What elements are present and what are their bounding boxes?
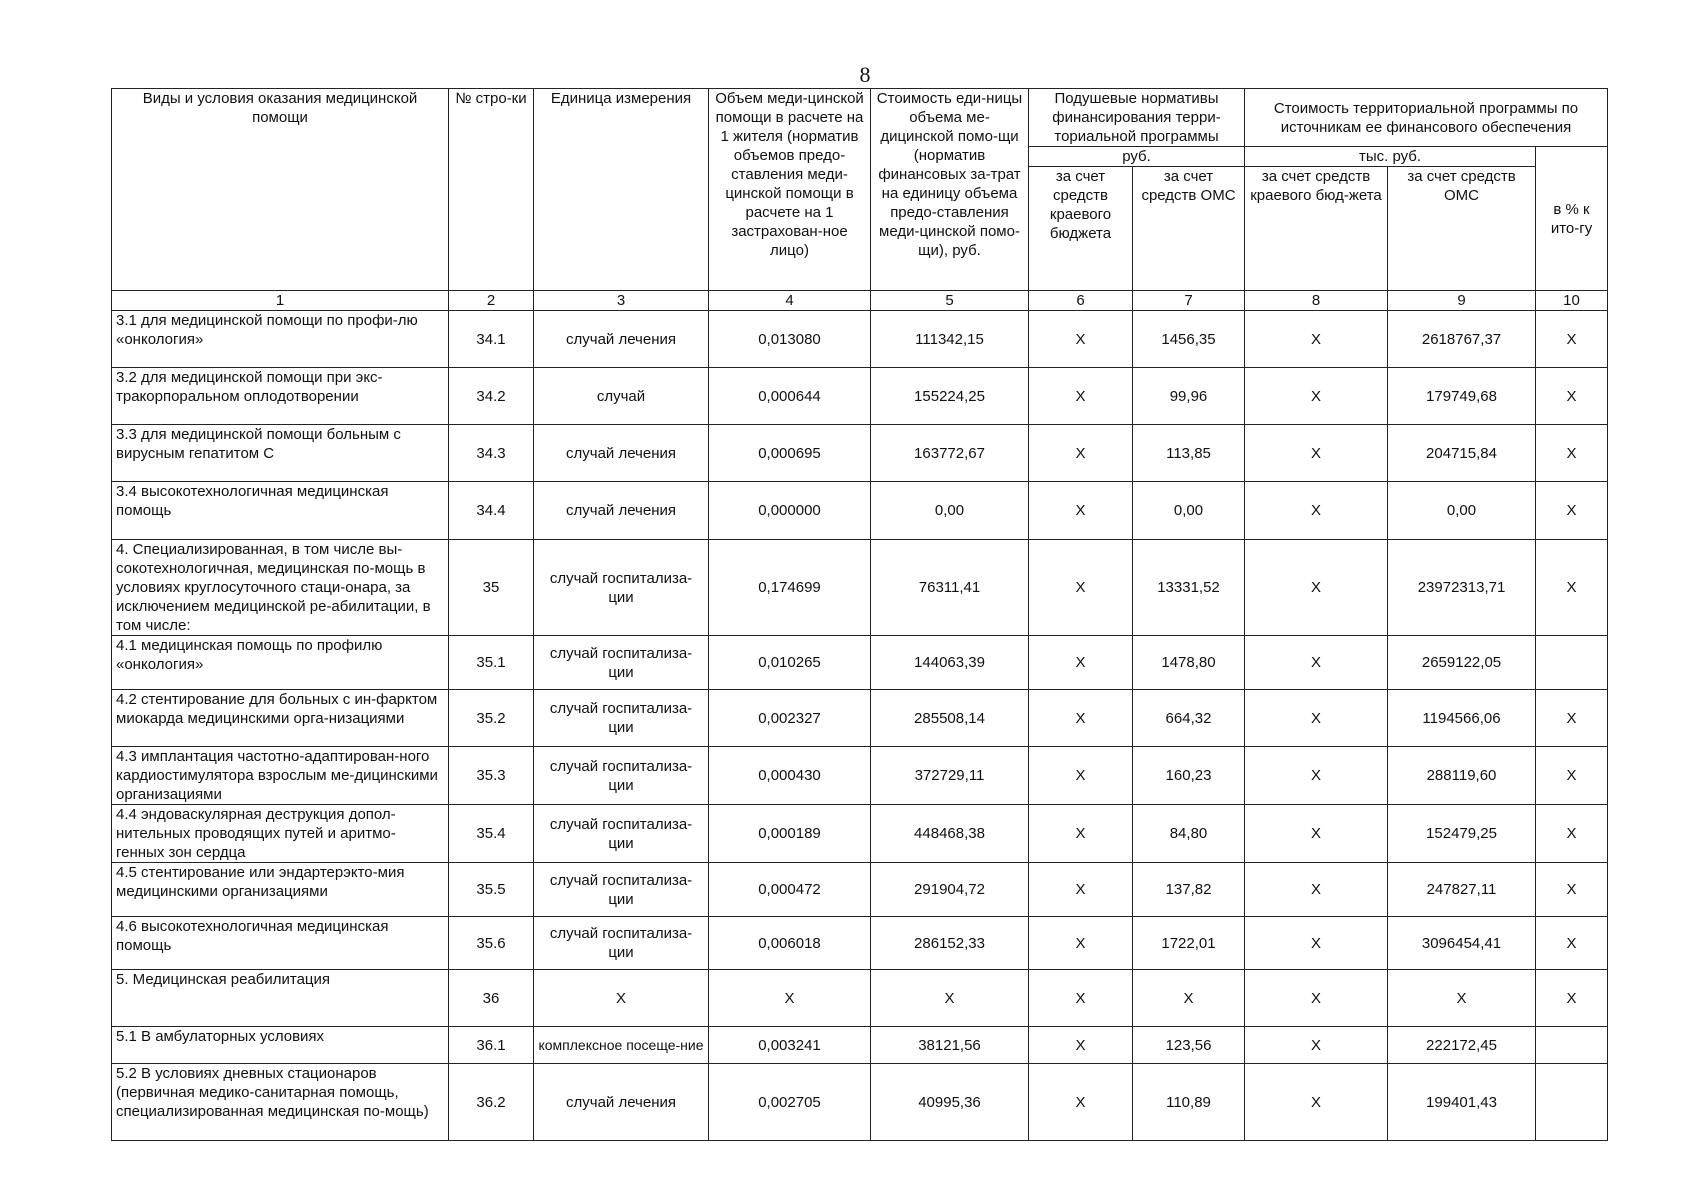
row-percent xyxy=(1536,1027,1608,1064)
row-oms-thousand: 152479,25 xyxy=(1388,805,1536,863)
row-line-number: 36 xyxy=(449,970,534,1027)
row-oms-rub: 664,32 xyxy=(1133,690,1245,747)
table-row xyxy=(112,805,1608,863)
row-regional-rub: X xyxy=(1029,690,1133,747)
row-volume: 0,006018 xyxy=(709,917,871,970)
row-oms-thousand: 2659122,05 xyxy=(1388,636,1536,690)
row-regional-thousand: X xyxy=(1245,805,1388,863)
row-line-number: 35.3 xyxy=(449,747,534,805)
row-regional-rub: X xyxy=(1029,805,1133,863)
row-care-type: 4.4 эндоваскулярная деструкция допол-нительных проводящих путей и аритмо-генных зон сердца xyxy=(112,805,449,863)
table-row xyxy=(112,690,1608,747)
row-unit: случай лечения xyxy=(534,482,709,540)
row-oms-rub: 113,85 xyxy=(1133,425,1245,482)
header-unit: Единица измерения xyxy=(534,89,709,291)
table-row xyxy=(112,636,1608,690)
row-care-type: 4.3 имплантация частотно-адаптирован-ного кардиостимулятора взрослым ме-дицинскими организациями xyxy=(112,747,449,805)
row-line-number: 34.2 xyxy=(449,368,534,425)
row-line-number: 34.3 xyxy=(449,425,534,482)
row-line-number: 35 xyxy=(449,540,534,636)
row-regional-rub: X xyxy=(1029,747,1133,805)
row-care-type: 4.2 стентирование для больных с ин-фарктом миокарда медицинскими орга-низациями xyxy=(112,690,449,747)
row-oms-thousand: 222172,45 xyxy=(1388,1027,1536,1064)
row-regional-rub: X xyxy=(1029,311,1133,368)
table-row xyxy=(112,425,1608,482)
row-oms-rub: 13331,52 xyxy=(1133,540,1245,636)
row-unit: случай госпитализа-ции xyxy=(534,540,709,636)
header-program-cost-group: Стоимость территориальной программы по источникам ее финансового обеспечения xyxy=(1245,89,1608,147)
row-percent: X xyxy=(1536,917,1608,970)
row-unit: случай госпитализа-ции xyxy=(534,917,709,970)
column-number: 8 xyxy=(1245,291,1388,311)
row-oms-thousand: 199401,43 xyxy=(1388,1064,1536,1141)
header-line-number: № стро-ки xyxy=(449,89,534,291)
table-row xyxy=(112,1027,1608,1064)
row-unit: X xyxy=(534,970,709,1027)
row-unit-cost: 163772,67 xyxy=(871,425,1029,482)
row-line-number: 36.2 xyxy=(449,1064,534,1141)
row-unit-cost: 0,00 xyxy=(871,482,1029,540)
row-unit: комплексное посеще-ние xyxy=(534,1027,709,1064)
row-oms-thousand: 204715,84 xyxy=(1388,425,1536,482)
header-unit-rub: руб. xyxy=(1029,147,1245,167)
row-regional-thousand: X xyxy=(1245,425,1388,482)
row-volume: 0,010265 xyxy=(709,636,871,690)
row-line-number: 34.1 xyxy=(449,311,534,368)
row-oms-rub: 1456,35 xyxy=(1133,311,1245,368)
row-unit-cost: 144063,39 xyxy=(871,636,1029,690)
row-line-number: 35.4 xyxy=(449,805,534,863)
header-unit-thousand-rub: тыс. руб. xyxy=(1245,147,1536,167)
row-oms-thousand: 2618767,37 xyxy=(1388,311,1536,368)
row-unit: случай госпитализа-ции xyxy=(534,805,709,863)
row-unit: случай лечения xyxy=(534,311,709,368)
row-oms-thousand: X xyxy=(1388,970,1536,1027)
row-regional-thousand: X xyxy=(1245,482,1388,540)
row-line-number: 35.2 xyxy=(449,690,534,747)
financing-table xyxy=(111,88,1608,1141)
row-volume: 0,000430 xyxy=(709,747,871,805)
row-care-type: 4.5 стентирование или эндартерэкто-мия медицинскими организациями xyxy=(112,863,449,917)
column-number: 1 xyxy=(112,291,449,311)
row-oms-thousand: 3096454,41 xyxy=(1388,917,1536,970)
row-regional-thousand: X xyxy=(1245,863,1388,917)
row-care-type: 3.3 для медицинской помощи больным с вирусным гепатитом С xyxy=(112,425,449,482)
table-row xyxy=(112,970,1608,1027)
row-care-type: 4. Специализированная, в том числе вы-сокотехнологичная, медицинская по-мощь в условиях круглосуточного стаци-онара, за исключением медицинской ре-абилитации, в том числе: xyxy=(112,540,449,636)
row-volume: 0,000189 xyxy=(709,805,871,863)
row-percent: X xyxy=(1536,482,1608,540)
row-care-type: 3.2 для медицинской помощи при экс-тракорпоральном оплодотворении xyxy=(112,368,449,425)
row-oms-thousand: 247827,11 xyxy=(1388,863,1536,917)
row-unit-cost: 448468,38 xyxy=(871,805,1029,863)
row-oms-rub: X xyxy=(1133,970,1245,1027)
row-oms-thousand: 288119,60 xyxy=(1388,747,1536,805)
row-care-type: 5. Медицинская реабилитация xyxy=(112,970,449,1027)
column-number: 9 xyxy=(1388,291,1536,311)
row-oms-thousand: 1194566,06 xyxy=(1388,690,1536,747)
row-regional-rub: X xyxy=(1029,636,1133,690)
header-care-type: Виды и условия оказания медицинской помощи xyxy=(112,89,449,291)
row-regional-thousand: X xyxy=(1245,636,1388,690)
row-unit: случай лечения xyxy=(534,425,709,482)
row-regional-rub: X xyxy=(1029,863,1133,917)
row-line-number: 35.1 xyxy=(449,636,534,690)
page-number: 8 xyxy=(859,62,871,87)
row-percent xyxy=(1536,636,1608,690)
row-regional-thousand: X xyxy=(1245,540,1388,636)
row-line-number: 35.6 xyxy=(449,917,534,970)
header-oms-thousand: за счет средств ОМС xyxy=(1388,167,1536,291)
row-regional-rub: X xyxy=(1029,425,1133,482)
row-care-type: 4.1 медицинская помощь по профилю «онкология» xyxy=(112,636,449,690)
row-regional-thousand: X xyxy=(1245,1064,1388,1141)
row-volume: 0,000000 xyxy=(709,482,871,540)
row-volume: 0,002705 xyxy=(709,1064,871,1141)
row-regional-rub: X xyxy=(1029,1027,1133,1064)
row-oms-rub: 160,23 xyxy=(1133,747,1245,805)
table-row xyxy=(112,540,1608,636)
table-row xyxy=(112,747,1608,805)
row-percent: X xyxy=(1536,970,1608,1027)
row-volume: 0,013080 xyxy=(709,311,871,368)
row-regional-rub: X xyxy=(1029,368,1133,425)
row-line-number: 34.4 xyxy=(449,482,534,540)
header-volume-text: Объем меди-цинской помощи в расчете на 1 жителя (норматив объемов предо-ставления меди-цинской помощи в расчете на 1 застрахован-ное лицо) xyxy=(715,90,864,259)
header-regional-budget-thousand: за счет средств краевого бюд-жета xyxy=(1245,167,1388,291)
row-oms-rub: 84,80 xyxy=(1133,805,1245,863)
row-oms-rub: 110,89 xyxy=(1133,1064,1245,1141)
row-regional-thousand: X xyxy=(1245,917,1388,970)
column-number: 6 xyxy=(1029,291,1133,311)
row-unit: случай xyxy=(534,368,709,425)
header-oms-rub: за счет средств ОМС xyxy=(1133,167,1245,291)
column-number: 2 xyxy=(449,291,534,311)
row-unit: случай госпитализа-ции xyxy=(534,863,709,917)
column-number: 7 xyxy=(1133,291,1245,311)
row-oms-rub: 99,96 xyxy=(1133,368,1245,425)
row-line-number: 35.5 xyxy=(449,863,534,917)
column-number: 3 xyxy=(534,291,709,311)
row-percent: X xyxy=(1536,311,1608,368)
row-unit: случай госпитализа-ции xyxy=(534,636,709,690)
column-number: 4 xyxy=(709,291,871,311)
column-number-row xyxy=(112,291,1608,311)
row-care-type: 3.4 высокотехнологичная медицинская помощь xyxy=(112,482,449,540)
table-row xyxy=(112,1064,1608,1141)
row-oms-rub: 123,56 xyxy=(1133,1027,1245,1064)
row-unit: случай госпитализа-ции xyxy=(534,747,709,805)
row-regional-thousand: X xyxy=(1245,747,1388,805)
row-volume: 0,174699 xyxy=(709,540,871,636)
row-percent: X xyxy=(1536,368,1608,425)
row-unit-cost: 291904,72 xyxy=(871,863,1029,917)
row-regional-thousand: X xyxy=(1245,1027,1388,1064)
table-row xyxy=(112,863,1608,917)
table-row xyxy=(112,482,1608,540)
row-regional-thousand: X xyxy=(1245,311,1388,368)
row-unit-cost: 286152,33 xyxy=(871,917,1029,970)
header-regional-budget-rub: за счет средств краевого бюджета xyxy=(1029,167,1133,291)
row-percent: X xyxy=(1536,425,1608,482)
row-unit: случай лечения xyxy=(534,1064,709,1141)
row-percent: X xyxy=(1536,690,1608,747)
row-volume: 0,000695 xyxy=(709,425,871,482)
row-unit-cost: 38121,56 xyxy=(871,1027,1029,1064)
row-regional-rub: X xyxy=(1029,540,1133,636)
header-volume xyxy=(709,89,871,291)
header-unit-cost: Стоимость еди-ницы объема ме-дицинской помо-щи (норматив финансовых за-трат на единицу объема предо-ставления меди-цинской помо-щи), руб. xyxy=(871,89,1029,291)
row-unit-cost: X xyxy=(871,970,1029,1027)
row-percent: X xyxy=(1536,540,1608,636)
row-oms-rub: 1722,01 xyxy=(1133,917,1245,970)
row-regional-rub: X xyxy=(1029,1064,1133,1141)
row-percent: X xyxy=(1536,805,1608,863)
table-row xyxy=(112,311,1608,368)
row-volume: X xyxy=(709,970,871,1027)
row-line-number: 36.1 xyxy=(449,1027,534,1064)
row-regional-thousand: X xyxy=(1245,690,1388,747)
row-care-type: 4.6 высокотехнологичная медицинская помощь xyxy=(112,917,449,970)
row-unit-cost: 285508,14 xyxy=(871,690,1029,747)
column-number: 5 xyxy=(871,291,1029,311)
row-volume: 0,002327 xyxy=(709,690,871,747)
row-care-type: 3.1 для медицинской помощи по профи-лю «онкология» xyxy=(112,311,449,368)
row-regional-rub: X xyxy=(1029,917,1133,970)
row-volume: 0,003241 xyxy=(709,1027,871,1064)
row-percent: X xyxy=(1536,747,1608,805)
row-oms-thousand: 23972313,71 xyxy=(1388,540,1536,636)
row-regional-rub: X xyxy=(1029,482,1133,540)
row-oms-rub: 137,82 xyxy=(1133,863,1245,917)
row-percent xyxy=(1536,1064,1608,1141)
row-care-type: 5.1 В амбулаторных условиях xyxy=(112,1027,449,1064)
header-per-capita-group: Подушевые нормативы финансирования терри-ториальной программы xyxy=(1029,89,1245,147)
row-care-type: 5.2 В условиях дневных стационаров (первичная медико-санитарная помощь, специализированная медицинская по-мощь) xyxy=(112,1064,449,1141)
row-regional-thousand: X xyxy=(1245,368,1388,425)
table-row xyxy=(112,917,1608,970)
row-unit-cost: 76311,41 xyxy=(871,540,1029,636)
table-row xyxy=(112,368,1608,425)
row-oms-rub: 0,00 xyxy=(1133,482,1245,540)
row-unit-cost: 372729,11 xyxy=(871,747,1029,805)
row-oms-thousand: 179749,68 xyxy=(1388,368,1536,425)
row-volume: 0,000644 xyxy=(709,368,871,425)
row-oms-rub: 1478,80 xyxy=(1133,636,1245,690)
row-unit: случай госпитализа-ции xyxy=(534,690,709,747)
header-percent-of-total: в % к ито-гу xyxy=(1536,147,1608,291)
row-regional-rub: X xyxy=(1029,970,1133,1027)
row-oms-thousand: 0,00 xyxy=(1388,482,1536,540)
row-regional-thousand: X xyxy=(1245,970,1388,1027)
row-unit-cost: 111342,15 xyxy=(871,311,1029,368)
row-unit-cost: 40995,36 xyxy=(871,1064,1029,1141)
row-volume: 0,000472 xyxy=(709,863,871,917)
row-unit-cost: 155224,25 xyxy=(871,368,1029,425)
row-percent: X xyxy=(1536,863,1608,917)
column-number: 10 xyxy=(1536,291,1608,311)
